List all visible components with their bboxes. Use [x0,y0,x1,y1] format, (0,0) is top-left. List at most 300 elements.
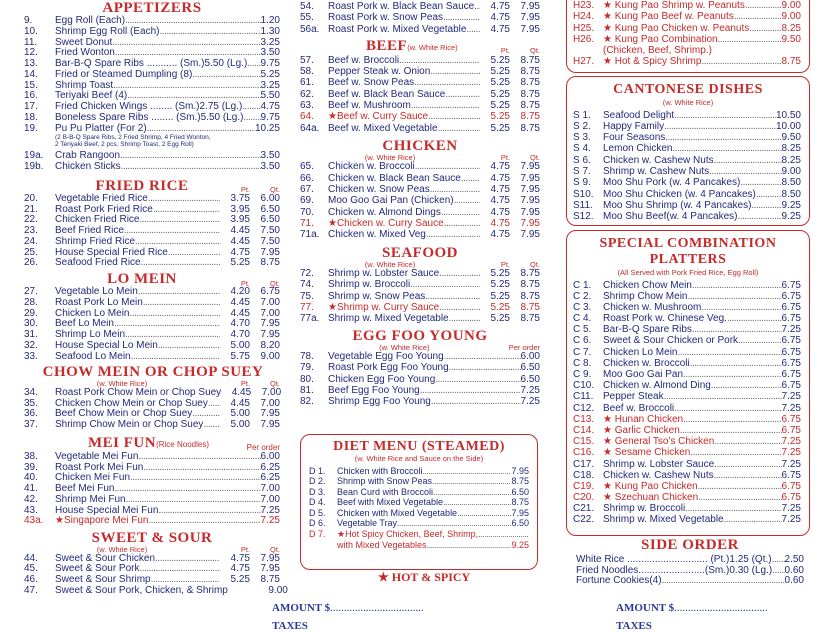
menu-item [300,77,540,88]
item-number: C19. [573,480,595,492]
egg-foo-young-subheader [300,344,540,352]
item-name: Bar-B-Q Spare Ribs [603,324,692,336]
beef-list [300,55,540,134]
item-name: Beef w. Snow Peas [328,77,415,89]
item-price-quart: 8.75 [520,122,540,134]
item-price-pint: 4.45 [230,397,250,409]
item-name: ★ Kung Pao Shrimp w. Peanuts [603,0,745,11]
item-price: 7.25 [781,514,801,526]
item-price-quart: 7.95 [260,552,280,564]
item-name: Four Seasons [603,132,666,144]
item-name: Chicken w. Cashew Nuts [603,154,714,166]
menu-item [300,362,540,373]
egg-foo-young-sub: (w. White Rice) [379,342,430,352]
item-price-pint: 4.75 [490,12,510,24]
item-number: H25. [573,22,595,34]
item-number: 42. [24,493,38,505]
menu-item [573,436,801,447]
item-price: 8.25 [781,22,801,34]
item-price-pint: 5.25 [490,122,510,134]
item-number: S 2. [573,120,591,132]
leader-dots [665,132,781,143]
item-price-quart: 7.95 [520,184,540,196]
item-name: Vegetable Mei Fun [55,450,139,462]
item-price: 0.60 [784,564,804,576]
item-price: 3.25 [260,79,280,91]
item-price: 7.95 [511,465,529,476]
item-number: 28. [24,296,38,308]
item-number: 81. [300,384,314,396]
menu-column-2 [300,0,540,408]
item-name: House Special Fried Rice [55,246,168,258]
item-price: 6.50 [511,518,529,529]
leader-dots [435,374,520,385]
item-name: White Rice ............................. (Pt.)1.25 (Qt.) [576,554,772,565]
item-price-quart: 7.00 [260,296,280,308]
item-price-quart: 6.00 [260,192,280,204]
item-price-quart: 8.75 [520,77,540,89]
combination-list [567,280,809,526]
item-name: Vegetable Tray [337,518,398,529]
item-price-pint: 3.95 [230,214,250,226]
leader-dots [148,516,260,527]
item-price: 6.75 [781,357,801,369]
beef-header [300,37,540,55]
item-price-quart: 7.95 [260,246,280,258]
item-name: Moo Shu Shrimp (w. 4 Pancakes) [603,199,752,211]
qt-header: Qt. [529,259,540,269]
leader-dots [698,492,781,503]
menu-item [300,66,540,77]
item-price: 9.50 [781,132,801,144]
item-price-quart: 8.75 [520,290,540,302]
item-name: Chicken w. Broccoli [603,357,690,369]
menu-item [573,211,801,222]
menu-item [573,447,801,458]
item-price: 9.00 [781,165,801,177]
item-number: D 6. [309,518,326,529]
leader-dots [439,302,480,313]
item-number: 27. [24,286,38,297]
cantonese-title: CANTONESE DISHES [613,82,763,97]
leader-dots [738,211,782,222]
item-name: Sweet & Sour Pork [55,563,140,575]
item-name: Sweet & Sour Pork, Chicken, & Shrimp [55,584,228,596]
item-price-pint: 5.25 [490,77,510,89]
cantonese-list [567,110,809,223]
item-name: Chicken Fried Rice [55,214,140,226]
item-name: Sweet & Sour Chicken [55,552,156,564]
item-name: Beef with Mixed Vegetable [337,497,444,508]
item-name: Shrimp w. Lobster Sauce [603,458,715,470]
menu-item [573,403,801,414]
leader-dots [714,459,781,470]
item-price-pint: 5.25 [490,111,510,123]
menu-item [309,497,529,508]
item-price-pint: 4.75 [490,184,510,196]
item-price-quart: 6.50 [260,203,280,215]
per-order-header: Per order [508,342,540,352]
menu-item [573,470,801,481]
item-name: Vegetable Lo Mein [55,286,138,297]
item-price: 8.75 [511,476,529,487]
leader-dots [461,173,480,184]
item-name: Chicken w. Almond Dings [328,206,441,218]
item-price: 6.75 [781,346,801,358]
item-name: Chicken w. Cashew Nuts [603,469,714,481]
item-name: Beef w. Black Bean Sauce [328,88,446,100]
leader-dots [701,56,781,67]
menu-item [573,121,801,132]
leader-dots [443,497,511,508]
menu-item [573,492,801,503]
item-price: 7.00 [260,483,280,494]
item-number: 58. [300,66,314,78]
menu-item [573,166,801,177]
leader-dots [143,298,220,309]
item-number: 64a. [300,122,320,134]
leader-dots [672,143,781,154]
diet-menu-title: DIET MENU (STEAMED) [333,439,505,454]
item-price-pint: 5.25 [490,279,510,291]
leader-dots [113,81,260,92]
item-number: C15. [573,436,595,448]
item-price: 9.75 [260,58,280,69]
item-name: Shrimp w. Mixed Vegetable [603,514,724,526]
item-name: Roast Pork w. Black Bean Sauce [328,1,475,12]
pt-header: Pt. [500,259,510,269]
item-name: Roast Pork w. Mixed Vegetable [328,23,467,35]
item-name: Beef w. Broccoli [328,54,400,66]
item-number: 44. [24,552,38,564]
item-price-pint: 4.75 [490,23,510,35]
menu-item [24,341,280,352]
item-number: S12. [573,211,594,223]
leader-dots [124,226,220,237]
leader-dots [423,466,512,477]
item-price-pint: 4.75 [490,229,510,241]
item-number: 39. [24,461,38,473]
kung-pao-box [566,0,810,73]
pupu-note-1: (2 B-B-Q Spare Ribs, 2 Fried Shrimp, 4 Fried Wonton, [55,134,211,142]
item-name: Pu Pu Platter (For 2) [55,122,147,134]
item-price-quart: 7.50 [260,225,280,236]
item-number: 19. [24,122,38,134]
menu-item [300,291,540,302]
item-number: C13. [573,413,595,425]
item-number: C21. [573,503,595,515]
item-price-quart: 7.95 [260,408,280,420]
item-number: 71. [300,217,314,229]
combination-title-2: PLATTERS [649,252,727,267]
item-price: 4.75 [260,101,280,112]
menu-item [573,380,801,391]
chow-mein-list [24,388,280,431]
item-price-quart: 7.00 [260,397,280,409]
item-price-quart: 7.95 [520,1,540,12]
leader-dots [687,291,781,302]
leader-dots [168,248,220,259]
item-price: 6.75 [781,380,801,392]
sweet-sour-sub: (w. White Rice) [96,545,148,554]
combination-sub: (All Served with Pork Fried Rice, Egg Roll) [617,268,759,277]
item-name: Boneless Spare Ribs ........ (Sm.)5.50 (Lg.) [55,111,244,123]
menu-item [573,358,801,369]
item-price-pint: 4.75 [230,246,250,258]
diet-menu-list [301,466,537,551]
item-price-quart: 8.75 [520,111,540,123]
item-name: Sweet & Sour Shrimp [55,574,151,585]
item-price: 6.75 [781,413,801,425]
leader-dots [441,207,480,218]
item-name: Shrimp Egg Foo Young [328,396,431,408]
item-price: 6.50 [520,373,540,385]
kung-pao-list-2 [573,56,801,67]
item-number: 26. [24,257,38,269]
item-name: Beef w. Broccoli [603,402,675,414]
item-price: 6.75 [781,279,801,291]
item-name: Shrimp w. Lobster Sauce [328,268,440,280]
chicken-list [300,161,540,240]
leader-dots [433,487,511,498]
item-name: Vegetable Fried Rice [55,192,148,204]
item-number: S11. [573,199,593,211]
item-number: 57. [300,54,314,66]
item-number: 65. [300,161,314,173]
menu-item [24,162,280,173]
item-number: 13. [24,58,38,69]
leader-dots [692,280,782,291]
item-price-pint: 4.75 [490,217,510,229]
menu-item [573,425,801,436]
item-name: ★ Sesame Chicken [603,447,691,459]
item-name: Fortune Cookies(4) [576,575,662,586]
item-price: 2.50 [784,554,804,565]
leader-dots [192,70,260,81]
item-price-pint: 5.25 [490,54,510,66]
item-number: 43a. [24,515,44,527]
leader-dots [425,291,480,302]
item-price: 6.75 [781,469,801,481]
leader-dots [158,506,260,517]
item-price-quart: 8.75 [520,268,540,280]
item-name: ★Chicken w. Curry Sauce [328,217,444,229]
item-name: Moo Goo Gai Pan [603,369,684,380]
leader-dots [664,391,782,402]
chow-mein-sub: (w. White Rice) [96,379,148,389]
item-name: Beef Lo Mein [55,318,114,330]
menu-item [300,268,540,279]
leader-dots [399,55,480,66]
item-name: Bean Curd with Broccoli [337,486,434,497]
item-price: 7.25 [520,384,540,396]
item-number: 21. [24,203,38,215]
item-price-pint: 5.25 [490,301,510,313]
item-name: Beef Mei Fun [55,483,115,494]
leader-dots [120,151,260,162]
menu-item [309,518,529,529]
leader-dots [709,166,781,177]
kung-pao-list [567,0,809,68]
item-name: Chicken with Broccoli [337,465,423,476]
item-number: 10. [24,25,38,37]
beef-sub: (w. White Rice) [407,42,458,52]
leader-dots [444,218,480,229]
leader-dots [247,59,260,70]
menu-item [309,529,529,540]
item-price: 10.00 [775,120,801,132]
item-name: Beef Chow Mein or Chop Suey [55,408,193,420]
item-name: Shrimp Chow Mein [603,290,688,302]
item-price: 7.25 [781,447,801,459]
seafood-list [300,268,540,324]
item-price-quart: 9.00 [260,350,280,362]
menu-item [300,218,540,229]
item-number: C17. [573,458,595,470]
item-number: 18. [24,111,38,123]
leader-dots [139,564,220,575]
item-name: ★ Hot & Spicy Shrimp [603,56,702,68]
item-number: C 9. [573,369,592,380]
item-number: H27. [573,56,595,68]
item-number: 77a. [300,313,320,325]
item-name: Chicken w. Mushroom [603,301,702,313]
item-number: D 4. [309,497,326,508]
item-price-quart: 7.95 [260,329,280,340]
item-price-quart: 8.75 [520,66,540,78]
item-price: 6.75 [781,335,801,347]
item-name: Lemon Chicken [603,143,673,155]
leader-dots [431,396,521,407]
leader-dots [243,113,260,124]
leader-dots [677,347,781,358]
leader-dots [714,155,782,166]
item-price-pint: 4.75 [490,206,510,218]
menu-item [300,279,540,290]
item-number: S10. [573,188,594,200]
menu-item [24,70,280,81]
leader-dots [153,205,220,216]
item-name: ★ Kung Pao Combination [603,33,718,45]
leader-dots [439,268,480,279]
leader-dots [727,313,782,324]
item-number: S 1. [573,109,591,121]
item-price-pint: 4.75 [490,161,510,173]
item-price-pint: 4.70 [230,329,250,340]
leader-dots [242,102,260,113]
item-price-quart: 7.95 [520,161,540,173]
item-name: Beef Fried Rice [55,225,124,236]
item-number: H23. [573,0,595,11]
item-name: Fried Chicken Wings ........ (Sm.)2.75 (Lg.) [55,101,243,112]
menu-item [24,388,280,399]
menu-item [573,324,801,335]
item-number: 38. [24,450,38,462]
item-name: Shrimp w. Broccoli [328,279,411,291]
item-number: 37. [24,419,38,430]
item-price: 6.50 [511,486,529,497]
item-price-quart: 7.95 [520,229,540,241]
leader-dots [701,302,781,313]
item-price-quart: 7.95 [520,12,540,24]
item-price-pint: 4.75 [490,1,510,12]
item-name: ★ Garlic Chicken [603,424,680,436]
item-price-quart: 7.00 [261,386,282,398]
item-number: 35. [24,397,38,409]
item-price: 7.00 [260,493,280,505]
menu-item [573,189,801,200]
combination-title-1: SPECIAL COMBINATION [599,236,777,251]
leader-dots [155,554,220,565]
menu-item [573,347,801,358]
sweet-sour-list [24,552,288,597]
item-price: 9.25 [781,211,801,223]
leader-dots [745,0,782,11]
item-number: 9. [24,15,33,26]
item-price: 3.50 [260,161,280,172]
qt-header: Qt. [269,278,280,288]
item-price: 7.25 [781,391,801,403]
pt-header: Pt. [240,545,250,554]
item-price-quart: 7.95 [260,318,280,330]
item-name: Chicken Lo Mein [603,346,678,358]
beef-title-wrap [300,37,480,55]
item-name: House Special Lo Mein [55,339,158,351]
leader-dots [724,514,782,525]
side-order-section [576,538,804,587]
leader-dots [141,258,220,269]
item-number: 64. [300,111,314,123]
item-name: Chicken Egg Foo Young [328,373,436,385]
per-order-header: Per order [246,442,280,452]
pork-list [300,1,540,35]
item-name: Sweet Donut [55,36,113,48]
item-number: S 9. [573,177,591,189]
taxes-label-left: TAXES [272,620,308,632]
menu-item [24,420,280,431]
item-name: Sweet & Sour Chicken or Pork [603,335,739,347]
item-number: 47. [24,584,38,596]
appetizers-list-2 [24,151,280,173]
item-price-pint: 4.45 [231,386,252,398]
menu-item [573,391,801,402]
mei-fun-sub: (Rice Noodles) [156,439,209,449]
item-name: Chicken Chow Mein [603,279,692,291]
leader-dots [138,452,260,463]
leader-dots [718,34,782,45]
menu-item [24,124,280,135]
chicken-subheader [300,154,540,162]
item-number: C16. [573,447,595,459]
item-number: D 1. [309,465,326,476]
item-price-pint: 5.00 [230,339,250,351]
qt-header: Qt. [529,46,540,56]
item-price-quart: 7.00 [260,307,280,319]
item-price: 8.25 [781,143,801,155]
item-number: 75. [300,290,314,302]
item-name: Chicken Lo Mein [55,307,130,319]
item-price-quart: 6.75 [260,286,280,297]
menu-item [24,584,288,597]
item-number: 61. [300,77,314,89]
item-price-pint: 5.25 [490,100,510,112]
qt-header: Qt. [269,545,280,554]
leader-dots [772,566,784,577]
leader-dots [445,89,480,100]
item-price: 8.75 [781,56,801,68]
item-price-quart: 7.95 [260,563,280,575]
menu-item [576,576,804,587]
